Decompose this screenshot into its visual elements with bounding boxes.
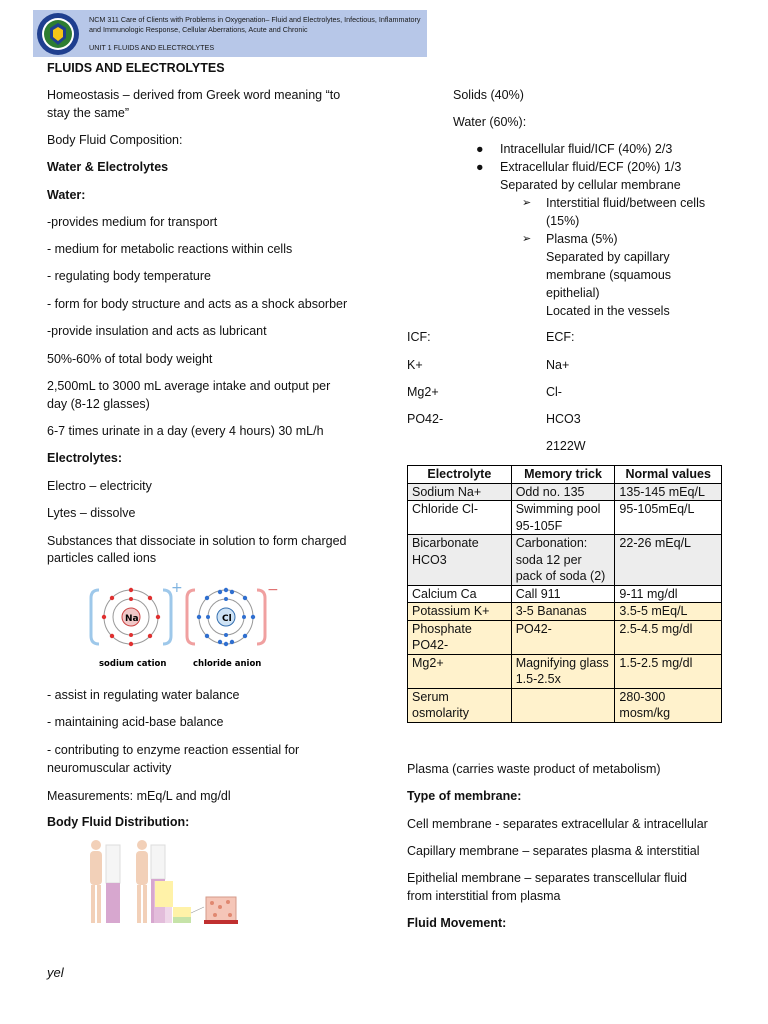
- table-cell: Calcium Ca: [408, 585, 512, 603]
- table-cell: Sodium Na+: [408, 483, 512, 501]
- lytes-definition: Lytes – dissolve: [47, 506, 136, 520]
- table-cell: PO42-: [511, 620, 615, 654]
- icf-item: PO42-: [407, 412, 444, 426]
- water-point: -provides medium for transport: [47, 215, 218, 229]
- table-row: [408, 620, 722, 654]
- table-cell: 95-105mEq/L: [615, 501, 722, 535]
- body-fluid-distribution-figure: [84, 835, 244, 930]
- enzyme-line-1: - contributing to enzyme reaction essential for: [47, 743, 300, 757]
- list-item: ➢ Interstitial fluid/between cells: [522, 196, 706, 210]
- table-row: [408, 501, 722, 535]
- electrolytes-heading: Electrolytes:: [47, 451, 123, 465]
- urinate-line: 6-7 times urinate in a day (every 4 hours) 30 mL/h: [47, 424, 324, 438]
- table-row: [408, 585, 722, 603]
- membrane-heading: Type of membrane:: [407, 789, 522, 803]
- measurements-line: Measurements: mEq/L and mg/dl: [47, 789, 231, 803]
- minus-sign: −: [267, 582, 279, 598]
- water-electrolytes-heading: Water & Electrolytes: [47, 160, 169, 174]
- table-cell: 22-26 mEq/L: [615, 535, 722, 586]
- intake-line-2: day (8-12 glasses): [47, 397, 150, 411]
- ion-diagram: [85, 578, 305, 673]
- electrolyte-table: [407, 465, 722, 723]
- column-header: Memory trick: [511, 466, 615, 484]
- table-header-row: [408, 466, 722, 484]
- list-item: ● Intracellular fluid/ICF (40%) 2/3: [476, 142, 673, 156]
- body-fluid-composition: Body Fluid Composition:: [47, 133, 183, 147]
- enzyme-line-2: neuromuscular activity: [47, 761, 172, 775]
- table-cell: 9-11 mg/dl: [615, 585, 722, 603]
- body-fluid-distribution-heading: Body Fluid Distribution:: [47, 815, 190, 829]
- capillary-membrane-line: Capillary membrane – separates plasma & interstitial: [407, 844, 700, 858]
- plasma-waste-line: Plasma (carries waste product of metabolism): [407, 762, 661, 776]
- page-heading: FLUIDS AND ELECTROLYTES: [47, 61, 225, 75]
- sodium-cation-label: sodium cation: [99, 659, 167, 669]
- column-header: Electrolyte: [408, 466, 512, 484]
- table-row: [408, 483, 722, 501]
- table-cell: 3.5-5 mEq/L: [615, 603, 722, 621]
- table-cell: 3-5 Bananas: [511, 603, 615, 621]
- fluid-movement-heading: Fluid Movement:: [407, 916, 507, 930]
- ecf-subdivision-list: [522, 194, 706, 320]
- chloride-anion-label: chloride anion: [193, 659, 262, 669]
- homeostasis-line-2: stay the same”: [47, 106, 129, 120]
- list-item: Separated by capillary: [546, 250, 670, 264]
- homeostasis-line-1: Homeostasis – derived from Greek word meaning “to: [47, 88, 341, 102]
- list-item: membrane (squamous: [546, 268, 672, 282]
- list-item: (15%): [546, 214, 580, 228]
- list-item: epithelial): [546, 286, 600, 300]
- list-item: ● Extracellular fluid/ECF (20%) 1/3: [476, 160, 682, 174]
- water-line: Water (60%):: [453, 115, 527, 129]
- university-seal-icon: [36, 12, 80, 56]
- table-cell: Call 911: [511, 585, 615, 603]
- na-label: Na: [125, 614, 139, 624]
- water-point: 50%-60% of total body weight: [47, 352, 213, 366]
- cell-membrane-line: Cell membrane - separates extracellular & intracellular: [407, 817, 708, 831]
- table-cell: Chloride Cl-: [408, 501, 512, 535]
- electro-definition: Electro – electricity: [47, 479, 152, 493]
- water-point: -provide insulation and acts as lubricant: [47, 324, 267, 338]
- epithelial-line-2: from interstitial from plasma: [407, 889, 561, 903]
- table-cell: 280-300 mosm/kg: [615, 688, 722, 722]
- fluid-compartment-list: [476, 140, 682, 194]
- table-cell: Potassium K+: [408, 603, 512, 621]
- ecf-item: 2122W: [546, 439, 586, 453]
- column-header: Normal values: [615, 466, 722, 484]
- course-title: NCM 311 Care of Clients with Problems in Oxygenation– Fluid and Electrolytes, Infectious, Inflammatory and Immunologic Response, Cellular Aberrations, Acute and Chronic: [89, 15, 421, 34]
- plus-sign: +: [171, 580, 183, 596]
- table-row: [408, 654, 722, 688]
- ecf-item: Cl-: [546, 385, 562, 399]
- table-cell: [511, 688, 615, 722]
- table-cell: Phosphate PO42-: [408, 620, 512, 654]
- water-heading: Water:: [47, 188, 86, 202]
- table-cell: 2.5-4.5 mg/dl: [615, 620, 722, 654]
- table-cell: 135-145 mEq/L: [615, 483, 722, 501]
- unit-label: UNIT 1 FLUIDS AND ELECTROLYTES: [89, 43, 215, 52]
- table-cell: Mg2+: [408, 654, 512, 688]
- ecf-item: HCO3: [546, 412, 581, 426]
- substances-line-1: Substances that dissociate in solution to form charged: [47, 534, 347, 548]
- intake-line-1: 2,500mL to 3000 mL average intake and output per: [47, 379, 331, 393]
- signature-text: yel: [47, 965, 64, 980]
- cl-label: Cl: [222, 614, 232, 624]
- list-item: ➢ Plasma (5%): [522, 232, 618, 246]
- icf-item: K+: [407, 358, 423, 372]
- table-row: [408, 535, 722, 586]
- table-cell: Carbonation: soda 12 per pack of soda (2): [511, 535, 615, 586]
- role-acid-base: - maintaining acid-base balance: [47, 715, 224, 729]
- list-item: Separated by cellular membrane: [500, 178, 681, 192]
- icf-heading: ICF:: [407, 330, 431, 344]
- water-point: - medium for metabolic reactions within cells: [47, 242, 293, 256]
- table-cell: Magnifying glass 1.5-2.5x: [511, 654, 615, 688]
- solids-line: Solids (40%): [453, 88, 524, 102]
- table-cell: Bicarbonate HCO3: [408, 535, 512, 586]
- table-cell: Serum osmolarity: [408, 688, 512, 722]
- water-point: - regulating body temperature: [47, 269, 211, 283]
- table-row: [408, 603, 722, 621]
- icf-item: Mg2+: [407, 385, 439, 399]
- table-cell: 1.5-2.5 mg/dl: [615, 654, 722, 688]
- role-water-balance: - assist in regulating water balance: [47, 688, 240, 702]
- substances-line-2: particles called ions: [47, 551, 157, 565]
- water-point: - form for body structure and acts as a shock absorber: [47, 297, 348, 311]
- list-item: Located in the vessels: [546, 304, 670, 318]
- table-cell: Odd no. 135: [511, 483, 615, 501]
- ecf-heading: ECF:: [546, 330, 575, 344]
- table-cell: Swimming pool 95-105F: [511, 501, 615, 535]
- ecf-item: Na+: [546, 358, 570, 372]
- epithelial-line-1: Epithelial membrane – separates transcellular fluid: [407, 871, 688, 885]
- table-row: [408, 688, 722, 722]
